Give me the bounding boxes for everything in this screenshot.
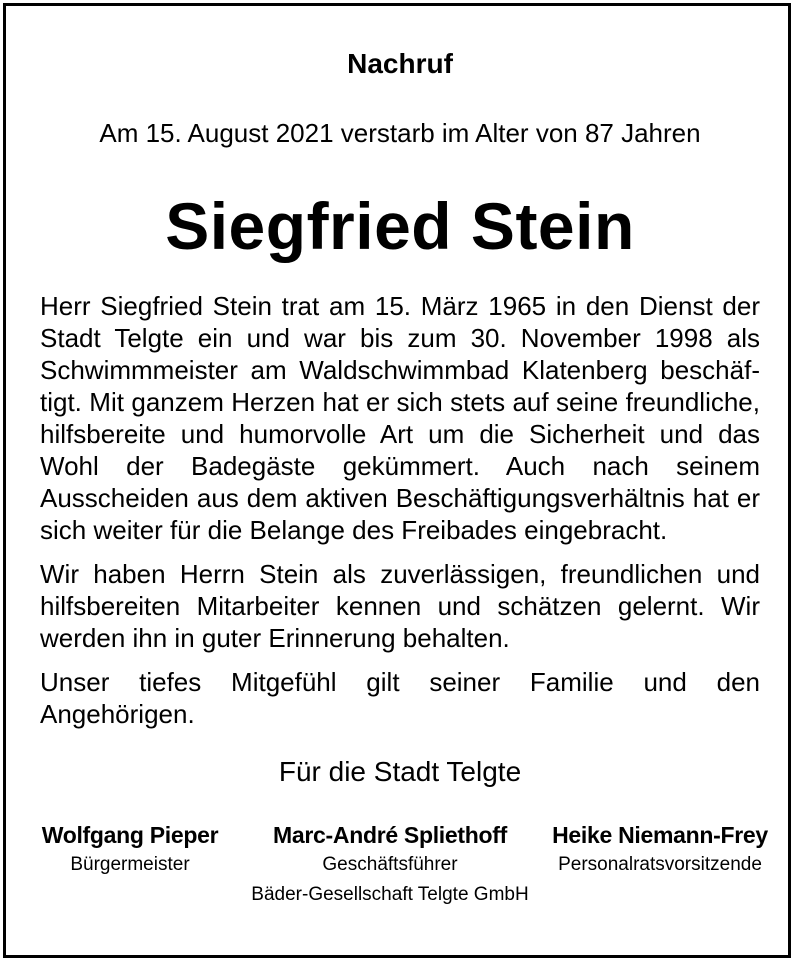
signer-role: Geschäftsführer	[322, 854, 458, 875]
signer-organization: Bäder-Gesellschaft Telgte GmbH	[251, 884, 529, 905]
notice-heading: Nachruf	[347, 48, 453, 79]
signature-block	[0, 820, 800, 920]
death-date-line: Am 15. August 2021 verstarb im Alter von 87 Jahren	[99, 118, 701, 148]
career-paragraph: Herr Siegfried Stein trat am 15. März 1965 in den Dienst der Stadt Telgte ein und war bis zum 30. November 1998 als Schwimmmeister am Waldschwimmbad Klatenberg beschäftigt. Mit ganzem Herzen hat er sich stets auf seine freundliche, hilfsbereite und humorvolle Art um die Sicherheit und das Wohl der Badegäste gekümmert. Auch nach seinem Ausscheiden aus dem aktiven Beschäftigungsverhältnis hat er sich weiter für die Belange des Freibades eingebracht.	[40, 291, 760, 545]
condolence-paragraph: Unser tiefes Mitgefühl gilt seiner Familie und den Angehörigen.	[40, 667, 760, 729]
signer-name: Marc-André Spliethoff	[273, 822, 507, 848]
signer-mayor	[20, 820, 240, 880]
signer-name: Heike Niemann-Frey	[552, 822, 768, 848]
signer-role: Personalratsvorsitzende	[558, 854, 762, 875]
deceased-name: Siegfried Stein	[165, 189, 635, 263]
appreciation-paragraph: Wir haben Herrn Stein als zuverlässigen, freundlichen und hilfsbereiten Mitarbeiter kennen und schätzen gelernt. Wir werden ihn in guter Erinnerung behalten.	[40, 559, 760, 653]
signer-staff-council-chair	[530, 820, 790, 880]
signer-name: Wolfgang Pieper	[41, 822, 219, 848]
closing-line: Für die Stadt Telgte	[278, 756, 522, 787]
signer-managing-director	[240, 820, 540, 910]
signer-role: Bürgermeister	[70, 854, 190, 875]
